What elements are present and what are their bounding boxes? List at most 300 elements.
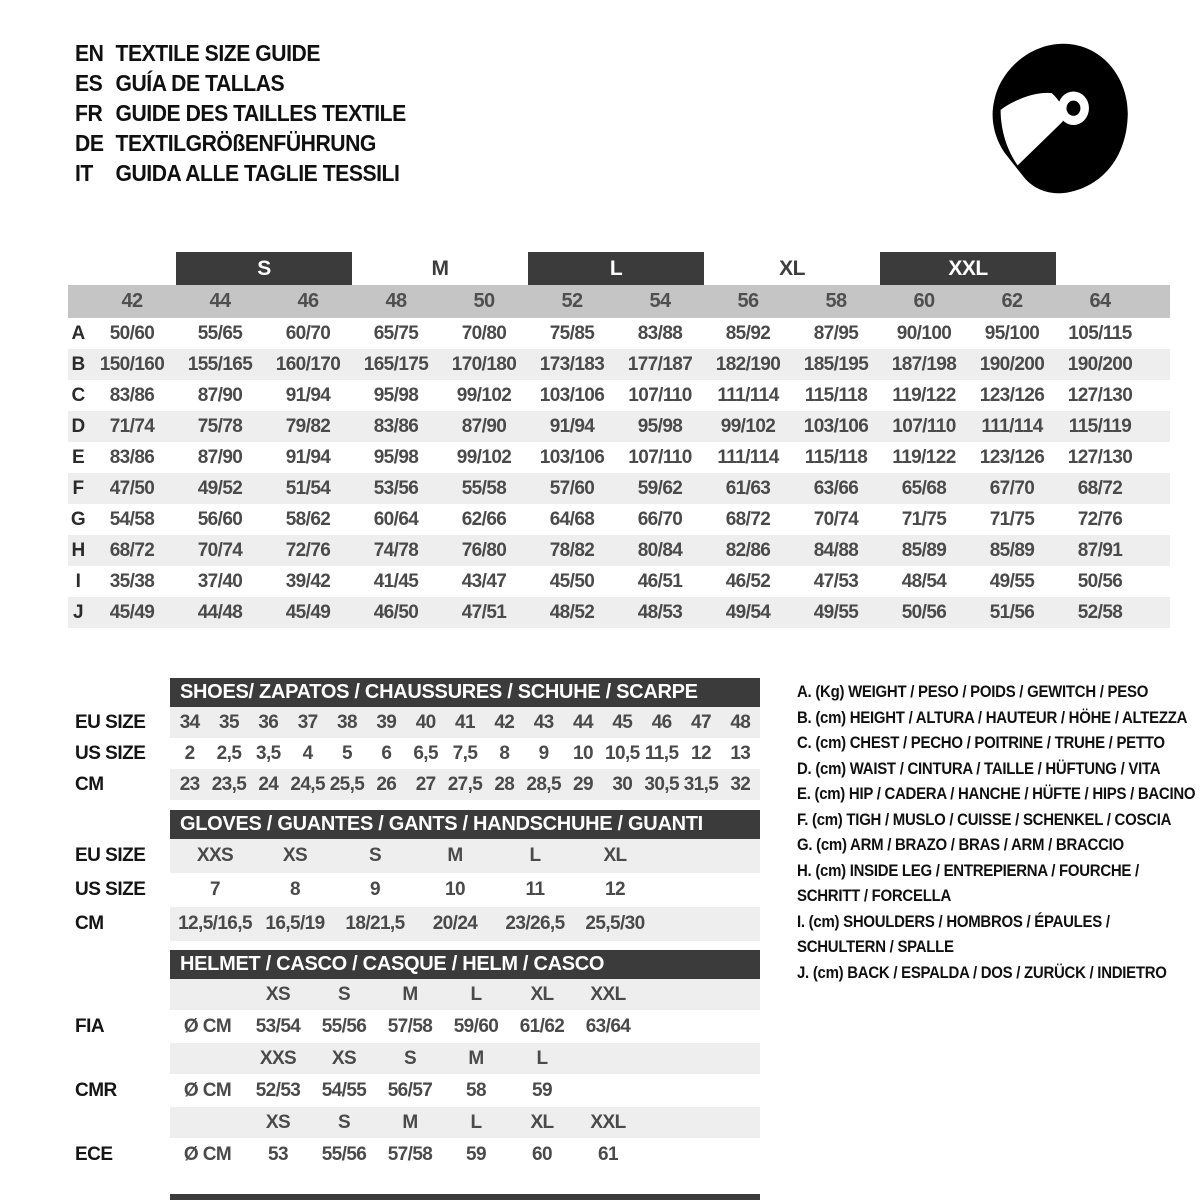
size-value-band — [170, 873, 760, 907]
size-column-header: XXL — [590, 983, 626, 1005]
helmet-title: HELMET / CASCO / CASQUE / HELM / CASCO — [180, 953, 605, 975]
language-title: TEXTILGRÖßENFÜHRUNG — [115, 129, 376, 156]
size-value: 62/66 — [461, 508, 507, 530]
size-value: 58 — [466, 1079, 486, 1101]
measurement-row-c — [68, 380, 1170, 411]
unit-cell — [170, 1043, 245, 1074]
size-value: 61/62 — [519, 1015, 565, 1037]
size-value: 23/26,5 — [505, 913, 565, 934]
size-value: 54/55 — [321, 1079, 367, 1101]
size-value: 61/63 — [725, 477, 771, 499]
size-value: 46/50 — [373, 601, 419, 623]
size-column-header: 48 — [385, 290, 407, 312]
size-value: 111/114 — [981, 415, 1043, 437]
language-title: GUIDE DES TAILLES TEXTILE — [115, 99, 406, 126]
row-label — [68, 1107, 170, 1138]
size-value: 49/54 — [725, 601, 771, 623]
size-value: 56/57 — [387, 1079, 433, 1101]
size-column-header: 46 — [297, 290, 319, 312]
size-number-row — [68, 285, 1170, 318]
size-value: 71/74 — [109, 415, 155, 437]
size-column-header: M — [402, 1111, 418, 1133]
size-value: 60/70 — [285, 322, 331, 344]
helmet-value-row — [68, 1074, 1170, 1107]
size-value: 155/165 — [187, 353, 253, 375]
row-label: F — [72, 477, 84, 499]
row-label: US SIZE — [75, 879, 146, 900]
size-value: 49/52 — [197, 477, 243, 499]
size-value: 111/114 — [717, 384, 779, 406]
size-value: 70/74 — [813, 508, 859, 530]
helmet-size-row — [68, 1043, 1170, 1074]
size-value: 43/47 — [461, 570, 507, 592]
size-value: 115/118 — [804, 384, 868, 406]
size-value: 48/54 — [901, 570, 947, 592]
measurement-row-a — [68, 318, 1170, 349]
row-label: CM — [75, 773, 104, 795]
size-value: 45/49 — [109, 601, 155, 623]
size-value: 55/58 — [461, 477, 507, 499]
helmet-size-band — [170, 1043, 760, 1074]
size-value: 119/122 — [892, 446, 956, 468]
size-column-header: S — [337, 1111, 351, 1133]
size-value: 70/80 — [461, 322, 507, 344]
standard-label: FIA — [75, 1015, 105, 1037]
gloves-title: GLOVES / GUANTES / GANTS / HANDSCHUHE / GUANTI — [180, 813, 703, 835]
size-column-header: 54 — [649, 290, 671, 312]
size-value: 74/78 — [373, 539, 419, 561]
row-label — [68, 1043, 170, 1074]
size-value: 38 — [337, 711, 357, 733]
size-column-header: 50 — [473, 290, 495, 312]
language-list — [75, 38, 435, 188]
size-value: 31,5 — [683, 773, 719, 795]
size-value: 52/53 — [255, 1079, 301, 1101]
size-value: 20/24 — [432, 913, 478, 934]
size-value: 28,5 — [526, 773, 561, 795]
size-value: 107/110 — [628, 446, 692, 468]
row-label: CM — [75, 913, 104, 934]
size-value: 173/183 — [539, 353, 605, 375]
language-row — [75, 38, 406, 68]
size-value: 190/200 — [979, 353, 1045, 375]
size-value: 57/58 — [387, 1015, 433, 1037]
size-value: M — [447, 845, 463, 866]
helmet-header-bar — [170, 950, 760, 979]
size-value-band — [170, 907, 760, 941]
size-value: 59 — [532, 1079, 552, 1101]
size-value: 80/84 — [637, 539, 683, 561]
size-value: 68/72 — [725, 508, 771, 530]
size-value: 49/55 — [813, 601, 859, 623]
language-code: IT — [75, 159, 93, 186]
legend-line: A. (Kg) WEIGHT / PESO / POIDS / GEWITCH / PESO — [797, 682, 1149, 701]
size-value: 12 — [605, 879, 625, 900]
size-value: 75/85 — [549, 322, 595, 344]
language-title: GUIDA ALLE TAGLIE TESSILI — [115, 159, 400, 186]
size-value: 63/66 — [813, 477, 859, 499]
corner-cell — [68, 285, 88, 318]
row-label: J — [73, 601, 83, 623]
size-value: 55/56 — [321, 1143, 367, 1165]
size-value: 70/74 — [197, 539, 243, 561]
size-value: 13 — [730, 742, 751, 764]
size-value: 99/102 — [456, 384, 512, 406]
size-value: 87/91 — [1077, 539, 1123, 561]
legend-line: E. (cm) HIP / CADERA / HANCHE / HÜFTE / HIPS / BACINO — [797, 784, 1196, 803]
size-group-xxl: XXL — [880, 252, 1056, 285]
size-value: 123/126 — [979, 384, 1045, 406]
size-value: 51/56 — [989, 601, 1035, 623]
size-value: 115/119 — [1068, 415, 1132, 437]
size-value: 111/114 — [717, 446, 779, 468]
size-value: 50/56 — [901, 601, 947, 623]
helmet-value-band — [170, 1010, 760, 1043]
unit-label: Ø CM — [183, 1079, 232, 1101]
size-value: 54/58 — [109, 508, 155, 530]
size-value: 45/49 — [285, 601, 331, 623]
size-value: 30,5 — [644, 773, 679, 795]
size-value-band — [170, 839, 760, 873]
size-value: 57/58 — [387, 1143, 433, 1165]
size-value: 75/78 — [197, 415, 243, 437]
size-value: 115/118 — [804, 446, 868, 468]
size-value: 91/94 — [285, 446, 331, 468]
size-column-header: XXS — [259, 1047, 297, 1069]
size-column-header: 60 — [913, 290, 935, 312]
size-column-header: 56 — [737, 290, 759, 312]
size-value: 59/62 — [637, 477, 683, 499]
size-value: 53/54 — [255, 1015, 301, 1037]
language-code: ES — [75, 69, 103, 96]
size-column-header: S — [337, 983, 351, 1005]
size-value: 37 — [297, 711, 318, 733]
size-value: 95/98 — [373, 446, 419, 468]
size-value: 95/100 — [984, 322, 1040, 344]
size-value: 127/130 — [1067, 446, 1133, 468]
size-value: 45/50 — [549, 570, 595, 592]
legend-line: G. (cm) ARM / BRAZO / BRAS / ARM / BRACCIO — [797, 835, 1124, 854]
size-value: 18/21,5 — [345, 913, 405, 934]
size-value: 24,5 — [290, 773, 325, 795]
size-value: 48/53 — [637, 601, 683, 623]
size-value: XXS — [196, 845, 234, 866]
size-group-s: S — [176, 252, 352, 285]
size-value: 59/60 — [453, 1015, 499, 1037]
size-value: 10,5 — [605, 742, 640, 764]
size-value: 55/56 — [321, 1015, 367, 1037]
size-column-header: 44 — [209, 290, 231, 312]
size-value: 177/187 — [627, 353, 693, 375]
size-value: 85/92 — [725, 322, 771, 344]
size-value: 95/98 — [637, 415, 683, 437]
size-value: 16,5/19 — [265, 913, 325, 934]
size-value: L — [529, 845, 541, 866]
size-value: 10 — [445, 879, 465, 900]
size-value: 11 — [525, 879, 545, 900]
size-value: 87/90 — [461, 415, 507, 437]
standard-label: ECE — [75, 1143, 113, 1165]
measurement-row-i — [68, 566, 1170, 597]
row-label: B — [71, 353, 85, 375]
size-value: 25,5 — [329, 773, 365, 795]
size-group-xl: XL — [779, 256, 805, 280]
size-value: 84/88 — [813, 539, 859, 561]
measurement-rows — [68, 318, 1170, 628]
size-value: 64/68 — [549, 508, 595, 530]
size-value: 127/130 — [1067, 384, 1133, 406]
size-value: 9 — [538, 742, 549, 764]
size-value: 44/48 — [197, 601, 243, 623]
gloves-header-bar — [170, 810, 760, 839]
legend-line: SCHULTERN / SPALLE — [797, 937, 954, 956]
size-value: 6 — [381, 742, 392, 764]
size-column-header: XS — [265, 983, 291, 1005]
size-value: 47/50 — [109, 477, 155, 499]
size-value: 182/190 — [715, 353, 781, 375]
size-value: 46 — [651, 711, 672, 733]
helmet-value-row — [68, 1138, 1170, 1171]
row-label: G — [70, 508, 86, 530]
size-value: 68/72 — [109, 539, 155, 561]
size-column-header: 58 — [825, 290, 847, 312]
size-value: 42 — [494, 711, 515, 733]
size-value: 29 — [573, 773, 593, 795]
size-value-band — [170, 769, 760, 800]
size-value: 35/38 — [109, 570, 155, 592]
size-value: 46/52 — [725, 570, 771, 592]
size-value: 27,5 — [447, 773, 483, 795]
size-value: 39 — [376, 711, 397, 733]
size-value: 41 — [455, 711, 475, 733]
size-value: 66/70 — [637, 508, 683, 530]
size-value: 83/86 — [109, 384, 155, 406]
size-value: 87/95 — [813, 322, 859, 344]
size-value: 190/200 — [1067, 353, 1133, 375]
measurement-row-e — [68, 442, 1170, 473]
size-value: 71/75 — [901, 508, 947, 530]
size-column-header: XXL — [590, 1111, 626, 1133]
size-value: 24 — [258, 773, 279, 795]
size-value: 63/64 — [585, 1015, 631, 1037]
size-value: 47/51 — [461, 601, 507, 623]
size-value: 91/94 — [285, 384, 331, 406]
size-value: 99/102 — [456, 446, 512, 468]
unit-cell — [170, 979, 245, 1010]
size-value: 6,5 — [413, 742, 438, 764]
size-value: 123/126 — [979, 446, 1045, 468]
size-value-band — [170, 707, 760, 738]
size-value: 59 — [466, 1143, 486, 1165]
size-value: 150/160 — [99, 353, 165, 375]
row-label: EU SIZE — [75, 711, 146, 733]
size-value: 61 — [598, 1143, 618, 1165]
size-column-header: M — [402, 983, 418, 1005]
size-value: 12,5/16,5 — [178, 913, 252, 934]
apparel-size-table — [68, 252, 1170, 628]
size-value: 78/82 — [549, 539, 595, 561]
helmet-rows — [68, 979, 1170, 1171]
size-value: 71/75 — [989, 508, 1035, 530]
legend-line: I. (cm) SHOULDERS / HOMBROS / ÉPAULES / — [797, 911, 1110, 931]
row-label — [68, 979, 170, 1010]
legend-line: J. (cm) BACK / ESPALDA / DOS / ZURÜCK / INDIETRO — [797, 962, 1167, 982]
size-value: 27 — [415, 773, 436, 795]
measurement-row-b — [68, 349, 1170, 380]
size-value: 58/62 — [285, 508, 331, 530]
size-column-header: XS — [331, 1047, 357, 1069]
size-value: 41/45 — [373, 570, 419, 592]
helmet-value-band — [170, 1138, 760, 1171]
size-column-header: XL — [530, 983, 554, 1005]
size-value: 47 — [691, 711, 711, 733]
row-label: E — [71, 446, 85, 468]
size-value: 83/86 — [109, 446, 155, 468]
size-column-header: XS — [265, 1111, 291, 1133]
size-column-header: 42 — [121, 290, 143, 312]
language-row — [75, 128, 406, 158]
row-label: EU SIZE — [75, 845, 146, 866]
size-value: 32 — [730, 773, 751, 795]
size-value: 46/51 — [637, 570, 683, 592]
shoes-title: SHOES/ ZAPATOS / CHAUSSURES / SCHUHE / SCARPE — [180, 681, 698, 703]
size-value: 72/76 — [1077, 508, 1123, 530]
row-label: US SIZE — [75, 742, 146, 764]
size-value: 165/175 — [363, 353, 429, 375]
size-value: 47/53 — [813, 570, 859, 592]
size-value: 50/60 — [109, 322, 155, 344]
size-column-header: S — [403, 1047, 417, 1069]
legend-line: SCHRITT / FORCELLA — [797, 886, 951, 905]
size-value: 67/70 — [989, 477, 1035, 499]
size-value: 49/55 — [989, 570, 1035, 592]
size-value: 28 — [494, 773, 515, 795]
size-value: 25,5/30 — [585, 913, 645, 934]
size-value: 30 — [612, 773, 633, 795]
row-label: A — [71, 322, 85, 344]
size-value: 105/115 — [1068, 322, 1132, 344]
unit-label: Ø CM — [183, 1015, 232, 1037]
size-value: 57/60 — [549, 477, 595, 499]
size-value: XS — [282, 845, 308, 866]
helmet-value-row — [68, 1010, 1170, 1043]
size-column-header: L — [536, 1047, 548, 1069]
size-value: 82/86 — [725, 539, 771, 561]
measurement-row-h — [68, 535, 1170, 566]
size-value: XL — [603, 845, 627, 866]
size-value: 9 — [370, 879, 380, 900]
size-value: 2,5 — [216, 742, 242, 764]
size-value: 185/195 — [803, 353, 869, 375]
size-value: 45 — [612, 711, 633, 733]
standard-label: CMR — [75, 1079, 117, 1101]
size-column-header: M — [468, 1047, 484, 1069]
size-value: S — [368, 845, 382, 866]
size-value: 8 — [290, 879, 300, 900]
size-value: 39/42 — [285, 570, 331, 592]
size-value: 83/86 — [373, 415, 419, 437]
helmet-size-band — [170, 979, 760, 1010]
unit-cell — [170, 1107, 245, 1138]
size-value: 55/65 — [197, 322, 243, 344]
size-value: 65/75 — [373, 322, 419, 344]
size-value: 2 — [184, 742, 195, 764]
size-value: 83/88 — [637, 322, 683, 344]
size-value: 187/198 — [891, 353, 957, 375]
size-value: 7 — [210, 879, 220, 900]
size-value: 107/110 — [892, 415, 956, 437]
size-value: 3,5 — [256, 742, 281, 764]
size-value: 95/98 — [373, 384, 419, 406]
size-value: 90/100 — [896, 322, 952, 344]
size-value: 43 — [533, 711, 554, 733]
language-code: FR — [75, 99, 103, 126]
size-value: 53 — [268, 1143, 288, 1165]
size-value: 160/170 — [275, 353, 341, 375]
size-value: 76/80 — [461, 539, 507, 561]
helmet-value-band — [170, 1074, 760, 1107]
size-value: 99/102 — [720, 415, 776, 437]
racing-helmet-icon — [982, 36, 1137, 204]
size-group-l: L — [528, 252, 704, 285]
size-value: 53/56 — [373, 477, 419, 499]
row-label: H — [71, 539, 85, 561]
size-value: 10 — [573, 742, 593, 764]
size-value: 85/89 — [901, 539, 947, 561]
size-group-row — [68, 252, 1170, 285]
size-value: 107/110 — [628, 384, 692, 406]
helmet-size-row — [68, 1107, 1170, 1138]
size-value: 60 — [532, 1143, 552, 1165]
size-value: 51/54 — [285, 477, 331, 499]
helmet-size-band — [170, 1107, 760, 1138]
size-value: 4 — [302, 742, 313, 764]
size-value: 60/64 — [373, 508, 419, 530]
size-column-header: XL — [530, 1111, 554, 1133]
measurement-row-j — [68, 597, 1170, 628]
size-value: 65/68 — [901, 477, 947, 499]
cropped-section-header-bar — [170, 1194, 760, 1200]
size-value: 103/106 — [539, 446, 605, 468]
language-row — [75, 98, 406, 128]
size-value: 40 — [415, 711, 436, 733]
legend-line: B. (cm) HEIGHT / ALTURA / HAUTEUR / HÖHE / ALTEZZA — [797, 707, 1188, 727]
size-value: 72/76 — [285, 539, 331, 561]
size-value: 103/106 — [803, 415, 869, 437]
size-value: 85/89 — [989, 539, 1035, 561]
language-row — [75, 158, 406, 188]
size-value-band — [170, 738, 760, 769]
measurement-row-g — [68, 504, 1170, 535]
size-value: 37/40 — [197, 570, 243, 592]
legend-line: D. (cm) WAIST / CINTURA / TAILLE / HÜFTUNG / VITA — [797, 758, 1161, 778]
size-value: 23 — [179, 773, 200, 795]
size-value: 52/58 — [1077, 601, 1123, 623]
size-value: 11,5 — [644, 742, 679, 764]
size-value: 26 — [376, 773, 397, 795]
measurement-row-d — [68, 411, 1170, 442]
size-value: 170/180 — [451, 353, 517, 375]
measurement-legend — [797, 679, 1197, 985]
size-value: 119/122 — [892, 384, 956, 406]
size-value: 7,5 — [452, 742, 478, 764]
size-value: 23,5 — [211, 773, 247, 795]
shoes-header-bar — [170, 678, 760, 707]
size-value: 103/106 — [539, 384, 605, 406]
size-value: 87/90 — [197, 384, 243, 406]
size-value: 12 — [691, 742, 711, 764]
size-value: 48/52 — [549, 601, 595, 623]
